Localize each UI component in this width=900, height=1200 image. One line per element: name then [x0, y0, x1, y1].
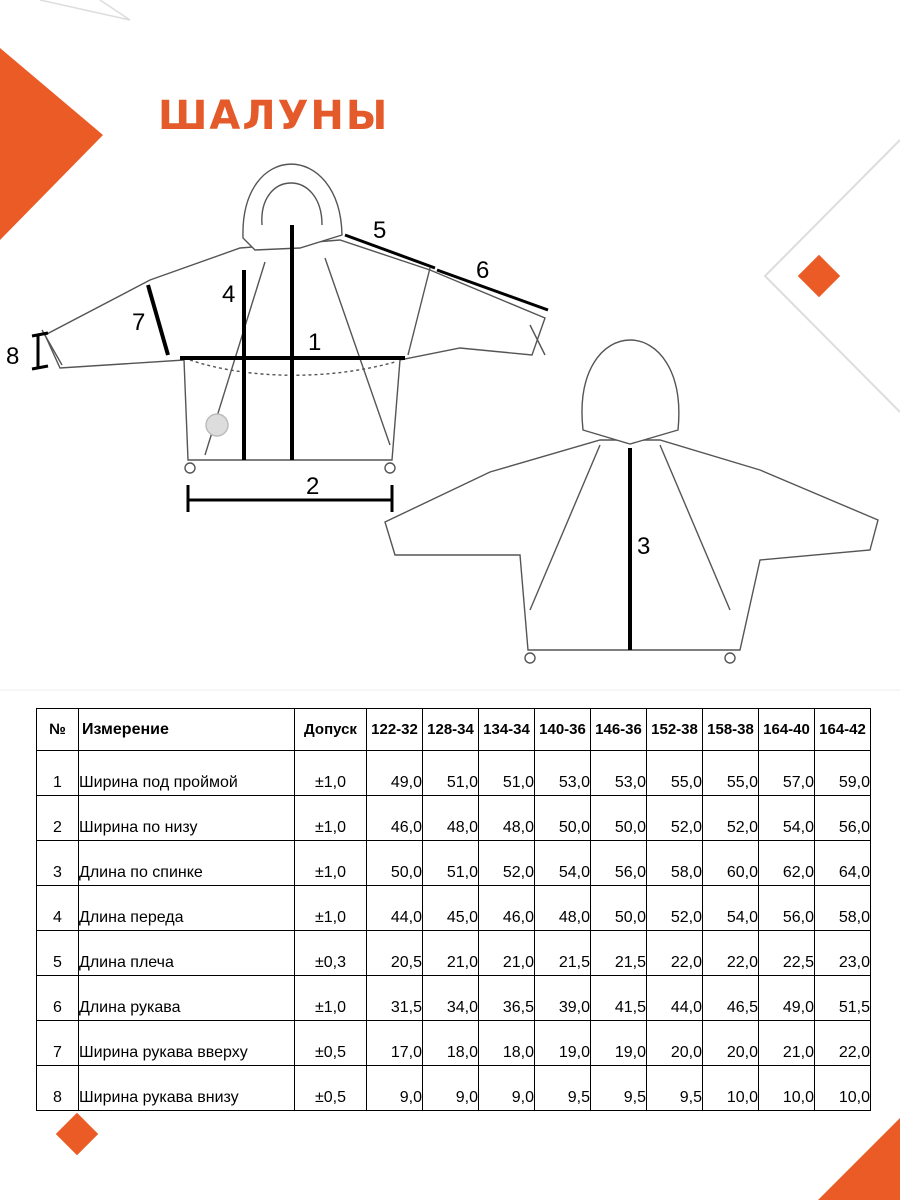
row-value: 22,5: [759, 931, 815, 976]
row-value: 51,0: [423, 841, 479, 886]
row-measurement: Длина плеча: [79, 931, 295, 976]
table-row: [37, 976, 871, 1021]
row-value: 60,0: [703, 841, 759, 886]
drawstring-right: [385, 463, 395, 473]
row-value: 51,0: [479, 751, 535, 796]
header-size: 158-38: [703, 709, 759, 751]
row-measurement: Ширина рукава вверху: [79, 1021, 295, 1066]
label-1: 1: [308, 329, 322, 356]
row-measurement: Длина по спинке: [79, 841, 295, 886]
row-value: 9,5: [535, 1066, 591, 1111]
row-value: 48,0: [479, 796, 535, 841]
row-value: 50,0: [591, 886, 647, 931]
row-value: 58,0: [647, 841, 703, 886]
row-value: 64,0: [815, 841, 871, 886]
row-value: 48,0: [423, 796, 479, 841]
row-tolerance: ±0,5: [295, 1066, 367, 1111]
orange-triangle-bottom-right: [818, 1118, 900, 1200]
label-4: 4: [222, 281, 236, 308]
label-8: 8: [6, 343, 20, 370]
row-measurement: Длина рукава: [79, 976, 295, 1021]
row-value: 20,0: [703, 1021, 759, 1066]
row-value: 21,0: [759, 1021, 815, 1066]
row-value: 52,0: [647, 886, 703, 931]
row-value: 41,5: [591, 976, 647, 1021]
row-value: 50,0: [367, 841, 423, 886]
back-drawstring-left: [525, 653, 535, 663]
table-row: [37, 1021, 871, 1066]
row-value: 9,0: [367, 1066, 423, 1111]
row-value: 49,0: [759, 976, 815, 1021]
size-table: [36, 708, 871, 1111]
row-measurement: Длина переда: [79, 886, 295, 931]
table-header-row: [37, 709, 871, 751]
row-measurement: Ширина рукава внизу: [79, 1066, 295, 1111]
row-value: 56,0: [591, 841, 647, 886]
table-row: [37, 886, 871, 931]
row-value: 39,0: [535, 976, 591, 1021]
row-value: 52,0: [479, 841, 535, 886]
row-tolerance: ±1,0: [295, 841, 367, 886]
label-5: 5: [373, 217, 387, 244]
row-value: 31,5: [367, 976, 423, 1021]
row-tolerance: ±0,5: [295, 1021, 367, 1066]
row-value: 22,0: [815, 1021, 871, 1066]
label-2: 2: [306, 473, 320, 500]
row-value: 53,0: [591, 751, 647, 796]
back-drawstring-right: [725, 653, 735, 663]
header-tolerance: Допуск: [295, 709, 367, 751]
row-value: 59,0: [815, 751, 871, 796]
row-value: 21,5: [535, 931, 591, 976]
row-num: 2: [37, 796, 79, 841]
row-value: 53,0: [535, 751, 591, 796]
row-value: 44,0: [367, 886, 423, 931]
row-value: 51,0: [423, 751, 479, 796]
row-value: 9,5: [647, 1066, 703, 1111]
row-value: 56,0: [759, 886, 815, 931]
row-num: 1: [37, 751, 79, 796]
row-tolerance: ±1,0: [295, 886, 367, 931]
row-value: 21,0: [479, 931, 535, 976]
logo-patch: [206, 414, 228, 436]
table-row: [37, 841, 871, 886]
brand-logo: ШАЛУНЫ: [158, 93, 390, 139]
row-value: 20,5: [367, 931, 423, 976]
label-3: 3: [637, 533, 651, 560]
row-value: 19,0: [535, 1021, 591, 1066]
row-value: 21,5: [591, 931, 647, 976]
row-value: 23,0: [815, 931, 871, 976]
header-size: 134-34: [479, 709, 535, 751]
row-value: 55,0: [703, 751, 759, 796]
row-value: 44,0: [647, 976, 703, 1021]
row-value: 50,0: [535, 796, 591, 841]
back-hood: [582, 340, 679, 444]
row-value: 18,0: [479, 1021, 535, 1066]
row-value: 22,0: [647, 931, 703, 976]
row-value: 34,0: [423, 976, 479, 1021]
table-row: [37, 796, 871, 841]
row-tolerance: ±1,0: [295, 796, 367, 841]
header-size: 122-32: [367, 709, 423, 751]
row-value: 54,0: [759, 796, 815, 841]
row-num: 3: [37, 841, 79, 886]
row-value: 17,0: [367, 1021, 423, 1066]
row-value: 46,5: [703, 976, 759, 1021]
row-value: 45,0: [423, 886, 479, 931]
row-value: 52,0: [703, 796, 759, 841]
row-value: 10,0: [759, 1066, 815, 1111]
row-value: 46,0: [367, 796, 423, 841]
row-value: 57,0: [759, 751, 815, 796]
row-num: 4: [37, 886, 79, 931]
row-value: 52,0: [647, 796, 703, 841]
row-num: 8: [37, 1066, 79, 1111]
row-num: 5: [37, 931, 79, 976]
row-value: 55,0: [647, 751, 703, 796]
label-7: 7: [132, 309, 146, 336]
row-value: 54,0: [535, 841, 591, 886]
row-value: 9,5: [591, 1066, 647, 1111]
header-size: 140-36: [535, 709, 591, 751]
row-value: 50,0: [591, 796, 647, 841]
table-row: [37, 751, 871, 796]
table-row: [37, 1066, 871, 1111]
front-body: [45, 240, 545, 460]
row-value: 18,0: [423, 1021, 479, 1066]
row-value: 49,0: [367, 751, 423, 796]
thin-gray-line: [40, 0, 130, 20]
row-value: 20,0: [647, 1021, 703, 1066]
row-measurement: Ширина под проймой: [79, 751, 295, 796]
row-tolerance: ±1,0: [295, 751, 367, 796]
row-num: 6: [37, 976, 79, 1021]
front-measure-lines: [32, 225, 548, 512]
row-value: 58,0: [815, 886, 871, 931]
row-value: 10,0: [703, 1066, 759, 1111]
label-6: 6: [476, 257, 490, 284]
header-measurement: Измерение: [79, 709, 295, 751]
header-num: №: [37, 709, 79, 751]
row-value: 19,0: [591, 1021, 647, 1066]
jacket-measurement-diagram: [0, 130, 900, 670]
row-tolerance: ±0,3: [295, 931, 367, 976]
header-size: 164-42: [815, 709, 871, 751]
header-size: 164-40: [759, 709, 815, 751]
row-tolerance: ±1,0: [295, 976, 367, 1021]
row-value: 62,0: [759, 841, 815, 886]
row-value: 56,0: [815, 796, 871, 841]
drawstring-left: [185, 463, 195, 473]
row-value: 48,0: [535, 886, 591, 931]
header-size: 152-38: [647, 709, 703, 751]
row-value: 10,0: [815, 1066, 871, 1111]
row-value: 51,5: [815, 976, 871, 1021]
row-value: 46,0: [479, 886, 535, 931]
orange-diamond-bottom-left: [56, 1113, 98, 1155]
header-size: 128-34: [423, 709, 479, 751]
row-value: 36,5: [479, 976, 535, 1021]
row-value: 21,0: [423, 931, 479, 976]
row-value: 9,0: [479, 1066, 535, 1111]
row-num: 7: [37, 1021, 79, 1066]
row-value: 9,0: [423, 1066, 479, 1111]
row-measurement: Ширина по низу: [79, 796, 295, 841]
row-value: 22,0: [703, 931, 759, 976]
header-size: 146-36: [591, 709, 647, 751]
table-row: [37, 931, 871, 976]
row-value: 54,0: [703, 886, 759, 931]
